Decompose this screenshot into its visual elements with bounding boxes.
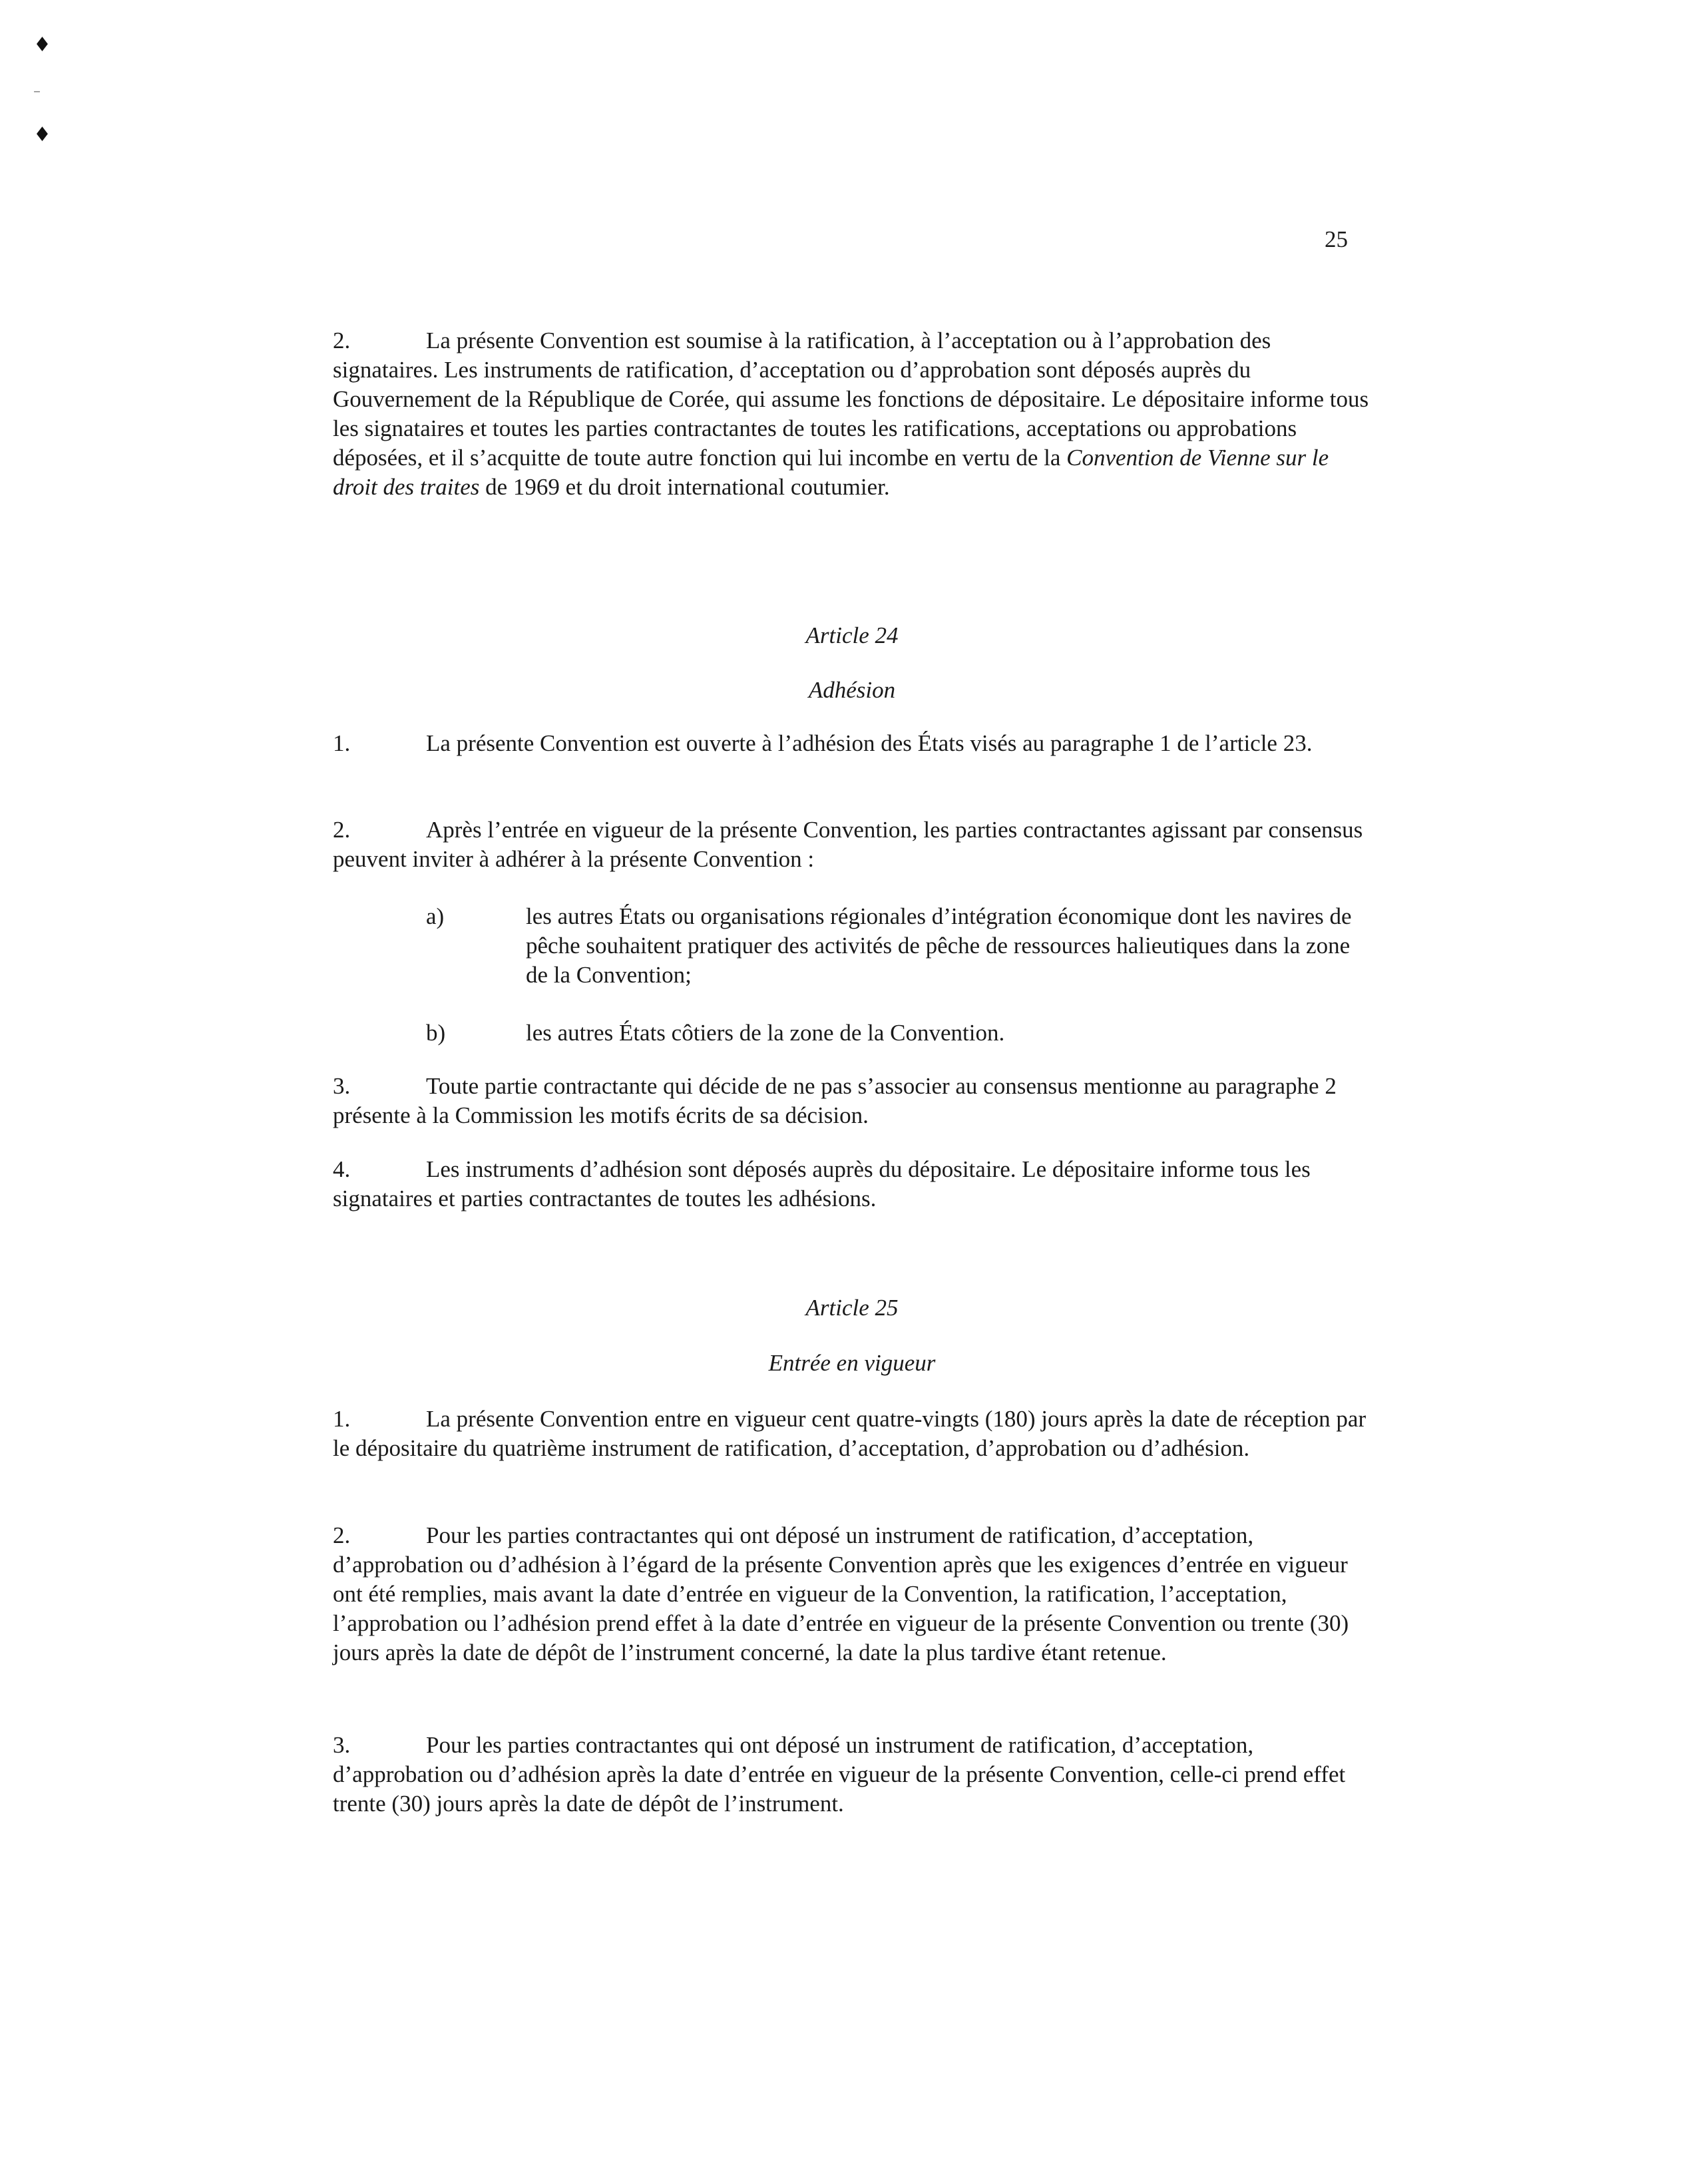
paragraph-text: Toute partie contractante qui décide de ne pas s’associer au consensus mentionne au paragraphe 2 présente à la Commission les motifs écrits de sa décision. [333,1073,1337,1128]
article-25-subtitle: Entrée en vigueur [768,1350,936,1376]
paragraph-text: La présente Convention entre en vigueur cent quatre-vingts (180) jours après la date de réception par le dépositaire du quatrième instrument de ratification, d’acceptation, d’approbation ou d’adhésion. [333,1406,1367,1461]
paragraph-number: 2. [333,817,351,843]
paragraph-number: 2. [333,1522,351,1548]
article-25-title: Article 25 [805,1295,899,1321]
article-24-title: Article 24 [805,622,899,648]
art25-paragraph-2 [333,1521,1371,1667]
item-text: les autres États côtiers de la zone de la Convention. [526,1020,1005,1046]
paragraph-number: 1. [333,730,351,756]
art23-paragraph-2 [333,326,1371,502]
paragraph-text: La présente Convention est ouverte à l’adhésion des États visés au paragraphe 1 de l’article 23. [426,730,1313,756]
paragraph-number: 1. [333,1406,351,1432]
scan-mark: ♦ [33,33,51,57]
art24-item-a [426,902,1371,990]
art24-paragraph-4 [333,1155,1371,1213]
item-text: les autres États ou organisations régionales d’intégration économique dont les navires de pêche souhaitent pratiquer des activités de pêche de ressources halieutiques dans la zone de la Convention; [526,903,1352,988]
art25-paragraph-1 [333,1405,1371,1463]
paragraph-text: Pour les parties contractantes qui ont déposé un instrument de ratification, d’acceptation, d’approbation ou d’adhésion à l’égard de la présente Convention après que les exigences d’entrée en vigueur ont été remplies, mais avant la date d’entrée en vigueur de la Convention, la ratification, l’acceptation, l’approbation ou l’adhésion prend effet à la date d’entrée en vigueur de la présente Convention ou trente (30) jours après la date de dépôt de l’instrument concerné, la date la plus tardive étant retenue. [333,1522,1349,1665]
scan-mark: – [33,83,41,100]
paragraph-number: 4. [333,1156,351,1182]
paragraph-text: La présente Convention est soumise à la ratification, à l’acceptation ou à l’approbation des signataires. Les instruments de ratification, d’acceptation ou d’approbation sont déposés auprès du Gouvernement de la République de Corée, qui assume les fonctions de dépositaire. Le dépositaire informe tous les signataires et toutes les parties contractantes de toutes les ratifications, acceptations ou approbations déposées, et il s’acquitte de toute autre fonction qui lui incombe en vertu de la [333,328,1369,471]
article-24-subtitle: Adhésion [808,677,896,703]
scan-mark: ♦ [33,123,51,146]
art24-paragraph-1 [333,729,1371,758]
paragraph-number: 3. [333,1073,351,1099]
paragraph-text: de 1969 et du droit international coutumier. [479,474,890,500]
paragraph-text: Après l’entrée en vigueur de la présente Convention, les parties contractantes agissant par consensus peuvent inviter à adhérer à la présente Convention : [333,817,1363,872]
paragraph-text: Pour les parties contractantes qui ont déposé un instrument de ratification, d’acceptation, d’approbation ou d’adhésion après la date d’entrée en vigueur de la présente Convention, celle-ci prend effet trente (30) jours après la date de dépôt de l’instrument. [333,1732,1346,1817]
art24-paragraph-2 [333,815,1371,874]
art25-paragraph-3 [333,1731,1371,1819]
art24-paragraph-3 [333,1072,1371,1130]
art24-item-b [426,1018,1371,1048]
paragraph-text: Les instruments d’adhésion sont déposés auprès du dépositaire. Le dépositaire informe tous les signataires et parties contractantes de toutes les adhésions. [333,1156,1311,1211]
paragraph-number: 2. [333,328,351,353]
item-label: b) [426,1020,446,1046]
page-number: 25 [1325,226,1348,252]
paragraph-number: 3. [333,1732,351,1758]
item-label: a) [426,903,445,929]
treaty-title: Convention de Vienne sur le droit des traites [333,445,1329,500]
